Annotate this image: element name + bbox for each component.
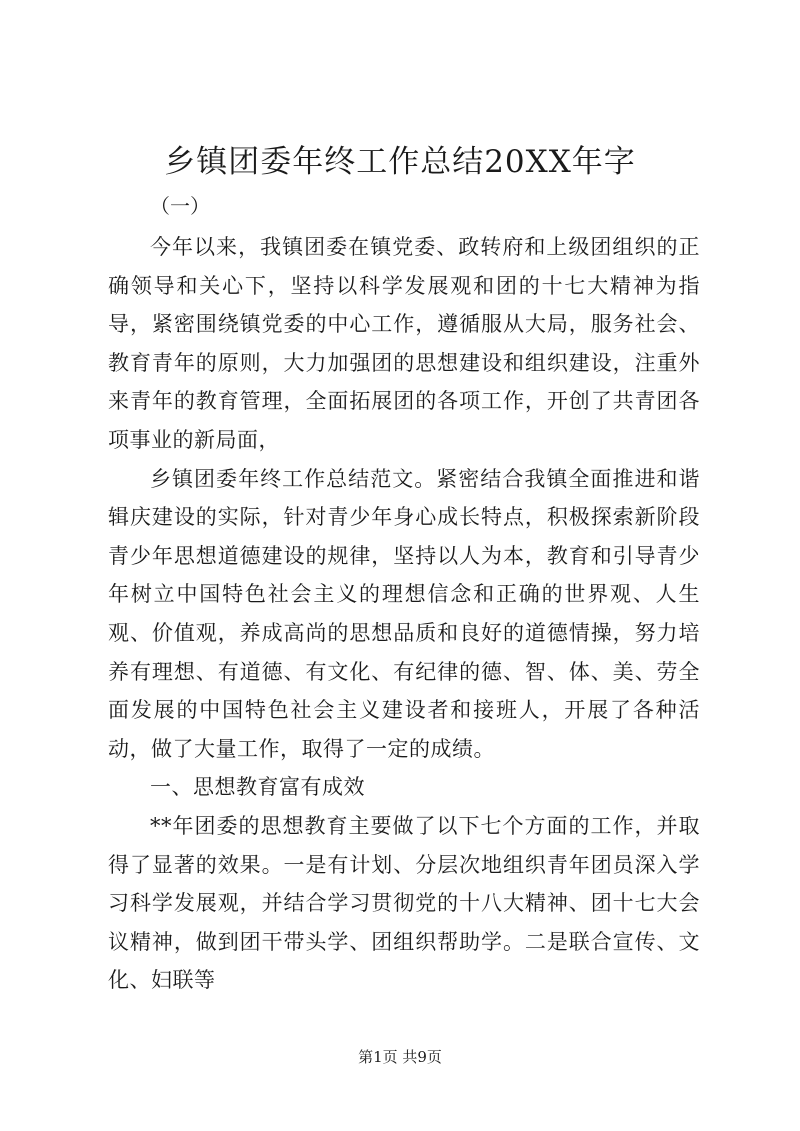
page-footer: 第1页 共9页	[358, 1048, 442, 1066]
section-label: （一）	[150, 194, 210, 218]
paragraph-intro: 今年以来，我镇团委在镇党委、政转府和上级团组织的正确领导和关心下，坚持以科学发展观和团的十七大精神为指导，紧密围绕镇党委的中心工作，遵循服从大局，服务社会、教育青年的原则，大力加强团的思想建设和组织建设，注重外来青年的教育管理，全面拓展团的各项工作，开创了共青团各项事业的新局面，	[108, 235, 700, 452]
document-body	[108, 228, 700, 1000]
section-heading: 一、思想教育富有成效	[150, 775, 365, 800]
document-title: 乡镇团委年终工作总结20XX年字	[164, 144, 636, 180]
paragraph-thought-education: **年团委的思想教育主要做了以下七个方面的工作，并取得了显著的效果。一是有计划、分层次地组织青年团员深入学习科学发展观，并结合学习贯彻党的十八大精神、团十七大会议精神，做到团干带头学、团组织帮助学。二是联合宣传、文化、妇联等	[108, 813, 700, 993]
paragraph-summary: 乡镇团委年终工作总结范文。紧密结合我镇全面推进和谐辑庆建设的实际，针对青少年身心成长特点，积极探索新阶段青少年思想道德建设的规律，坚持以人为本，教育和引导青少年树立中国特色社会主义的理想信念和正确的世界观、人生观、价值观，养成高尚的思想品质和良好的道德情操，努力培养有理想、有道德、有文化、有纪律的德、智、体、美、劳全面发展的中国特色社会主义建设者和接班人，开展了各种活动，做了大量工作，取得了一定的成绩。	[108, 466, 700, 761]
